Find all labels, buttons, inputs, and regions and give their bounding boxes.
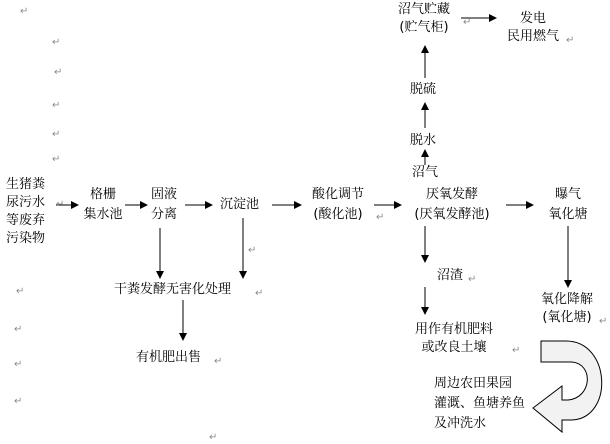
paragraph-mark: ↵ <box>54 67 63 78</box>
paragraph-mark: ↵ <box>20 6 29 17</box>
dry-ferment-label: 干粪发酵无害化处理 <box>114 282 232 297</box>
irrigation-label-line1: 周边农田果园 <box>434 376 513 391</box>
uses-label-line1: 发电 <box>519 11 546 26</box>
paragraph-mark: ↵ <box>14 324 23 335</box>
acidification-label-line2: (酸化池) <box>313 207 363 222</box>
storage-label-line1: 沼气贮藏 <box>397 2 450 17</box>
paragraph-mark: ↵ <box>52 154 61 165</box>
aeration-label-line1: 曝气 <box>554 187 581 202</box>
source-label-line1: 生猪粪 <box>6 177 46 192</box>
anaerobic-label-line2: (厌氧发酵池) <box>414 207 490 222</box>
separator-label-line1: 固液 <box>150 187 177 202</box>
paragraph-mark: ↵ <box>14 359 23 370</box>
paragraph-mark: ↵ <box>599 316 608 327</box>
dewater-label: 脱水 <box>410 133 437 148</box>
paragraph-mark: ↵ <box>56 199 65 210</box>
curved-big-arrow <box>533 341 602 432</box>
desulfur-label: 脱硫 <box>410 82 437 97</box>
paragraph-mark: ↵ <box>52 100 61 111</box>
paragraph-mark: ↵ <box>52 129 61 140</box>
aeration-label-line2: 氧化塘 <box>548 207 588 222</box>
biogas-label: 沼气 <box>412 165 439 180</box>
acidification-label-line1: 酸化调节 <box>311 187 364 202</box>
fertilizer-use-label-line1: 用作有机肥料 <box>414 322 493 337</box>
grille-label-line2: 集水池 <box>83 207 123 222</box>
oxidation-label-line2: (氧化塘) <box>542 310 592 325</box>
paragraph-mark: ↵ <box>255 288 264 299</box>
source-label-line3: 等废弃 <box>6 213 46 228</box>
paragraph-mark: ↵ <box>463 17 472 28</box>
residue-label: 沼渣 <box>437 268 464 283</box>
paragraph-mark: ↵ <box>468 274 477 285</box>
irrigation-label-line2: 灌溉、鱼塘养鱼 <box>434 396 526 411</box>
paragraph-mark: ↵ <box>209 432 218 443</box>
separator-label-line2: 分离 <box>150 207 177 222</box>
fertilizer-sale-label: 有机肥出售 <box>136 350 202 365</box>
paragraph-mark: ↵ <box>52 37 61 48</box>
fertilizer-use-label-line2: 或改良土壤 <box>421 340 487 355</box>
irrigation-label-line3: 及冲洗水 <box>434 416 487 431</box>
paragraph-mark: ↵ <box>376 212 385 223</box>
sedimentation-label: 沉淀池 <box>220 197 260 212</box>
paragraph-mark: ↵ <box>214 356 223 367</box>
source-label-line4: 污染物 <box>6 231 46 246</box>
paragraph-mark: ↵ <box>512 345 521 356</box>
storage-label-line2: (贮气柜) <box>399 20 449 35</box>
paragraph-mark: ↵ <box>14 396 23 407</box>
paragraph-mark: ↵ <box>248 245 257 256</box>
anaerobic-label-line1: 厌氧发酵 <box>425 187 478 202</box>
uses-label-line2: 民用燃气 <box>506 29 559 44</box>
grille-label-line1: 格栅 <box>89 187 116 202</box>
paragraph-mark: ↵ <box>16 286 25 297</box>
paragraph-mark: ↵ <box>566 35 575 46</box>
oxidation-label-line1: 氧化降解 <box>540 292 593 307</box>
source-label-line2: 尿污水 <box>6 195 46 210</box>
